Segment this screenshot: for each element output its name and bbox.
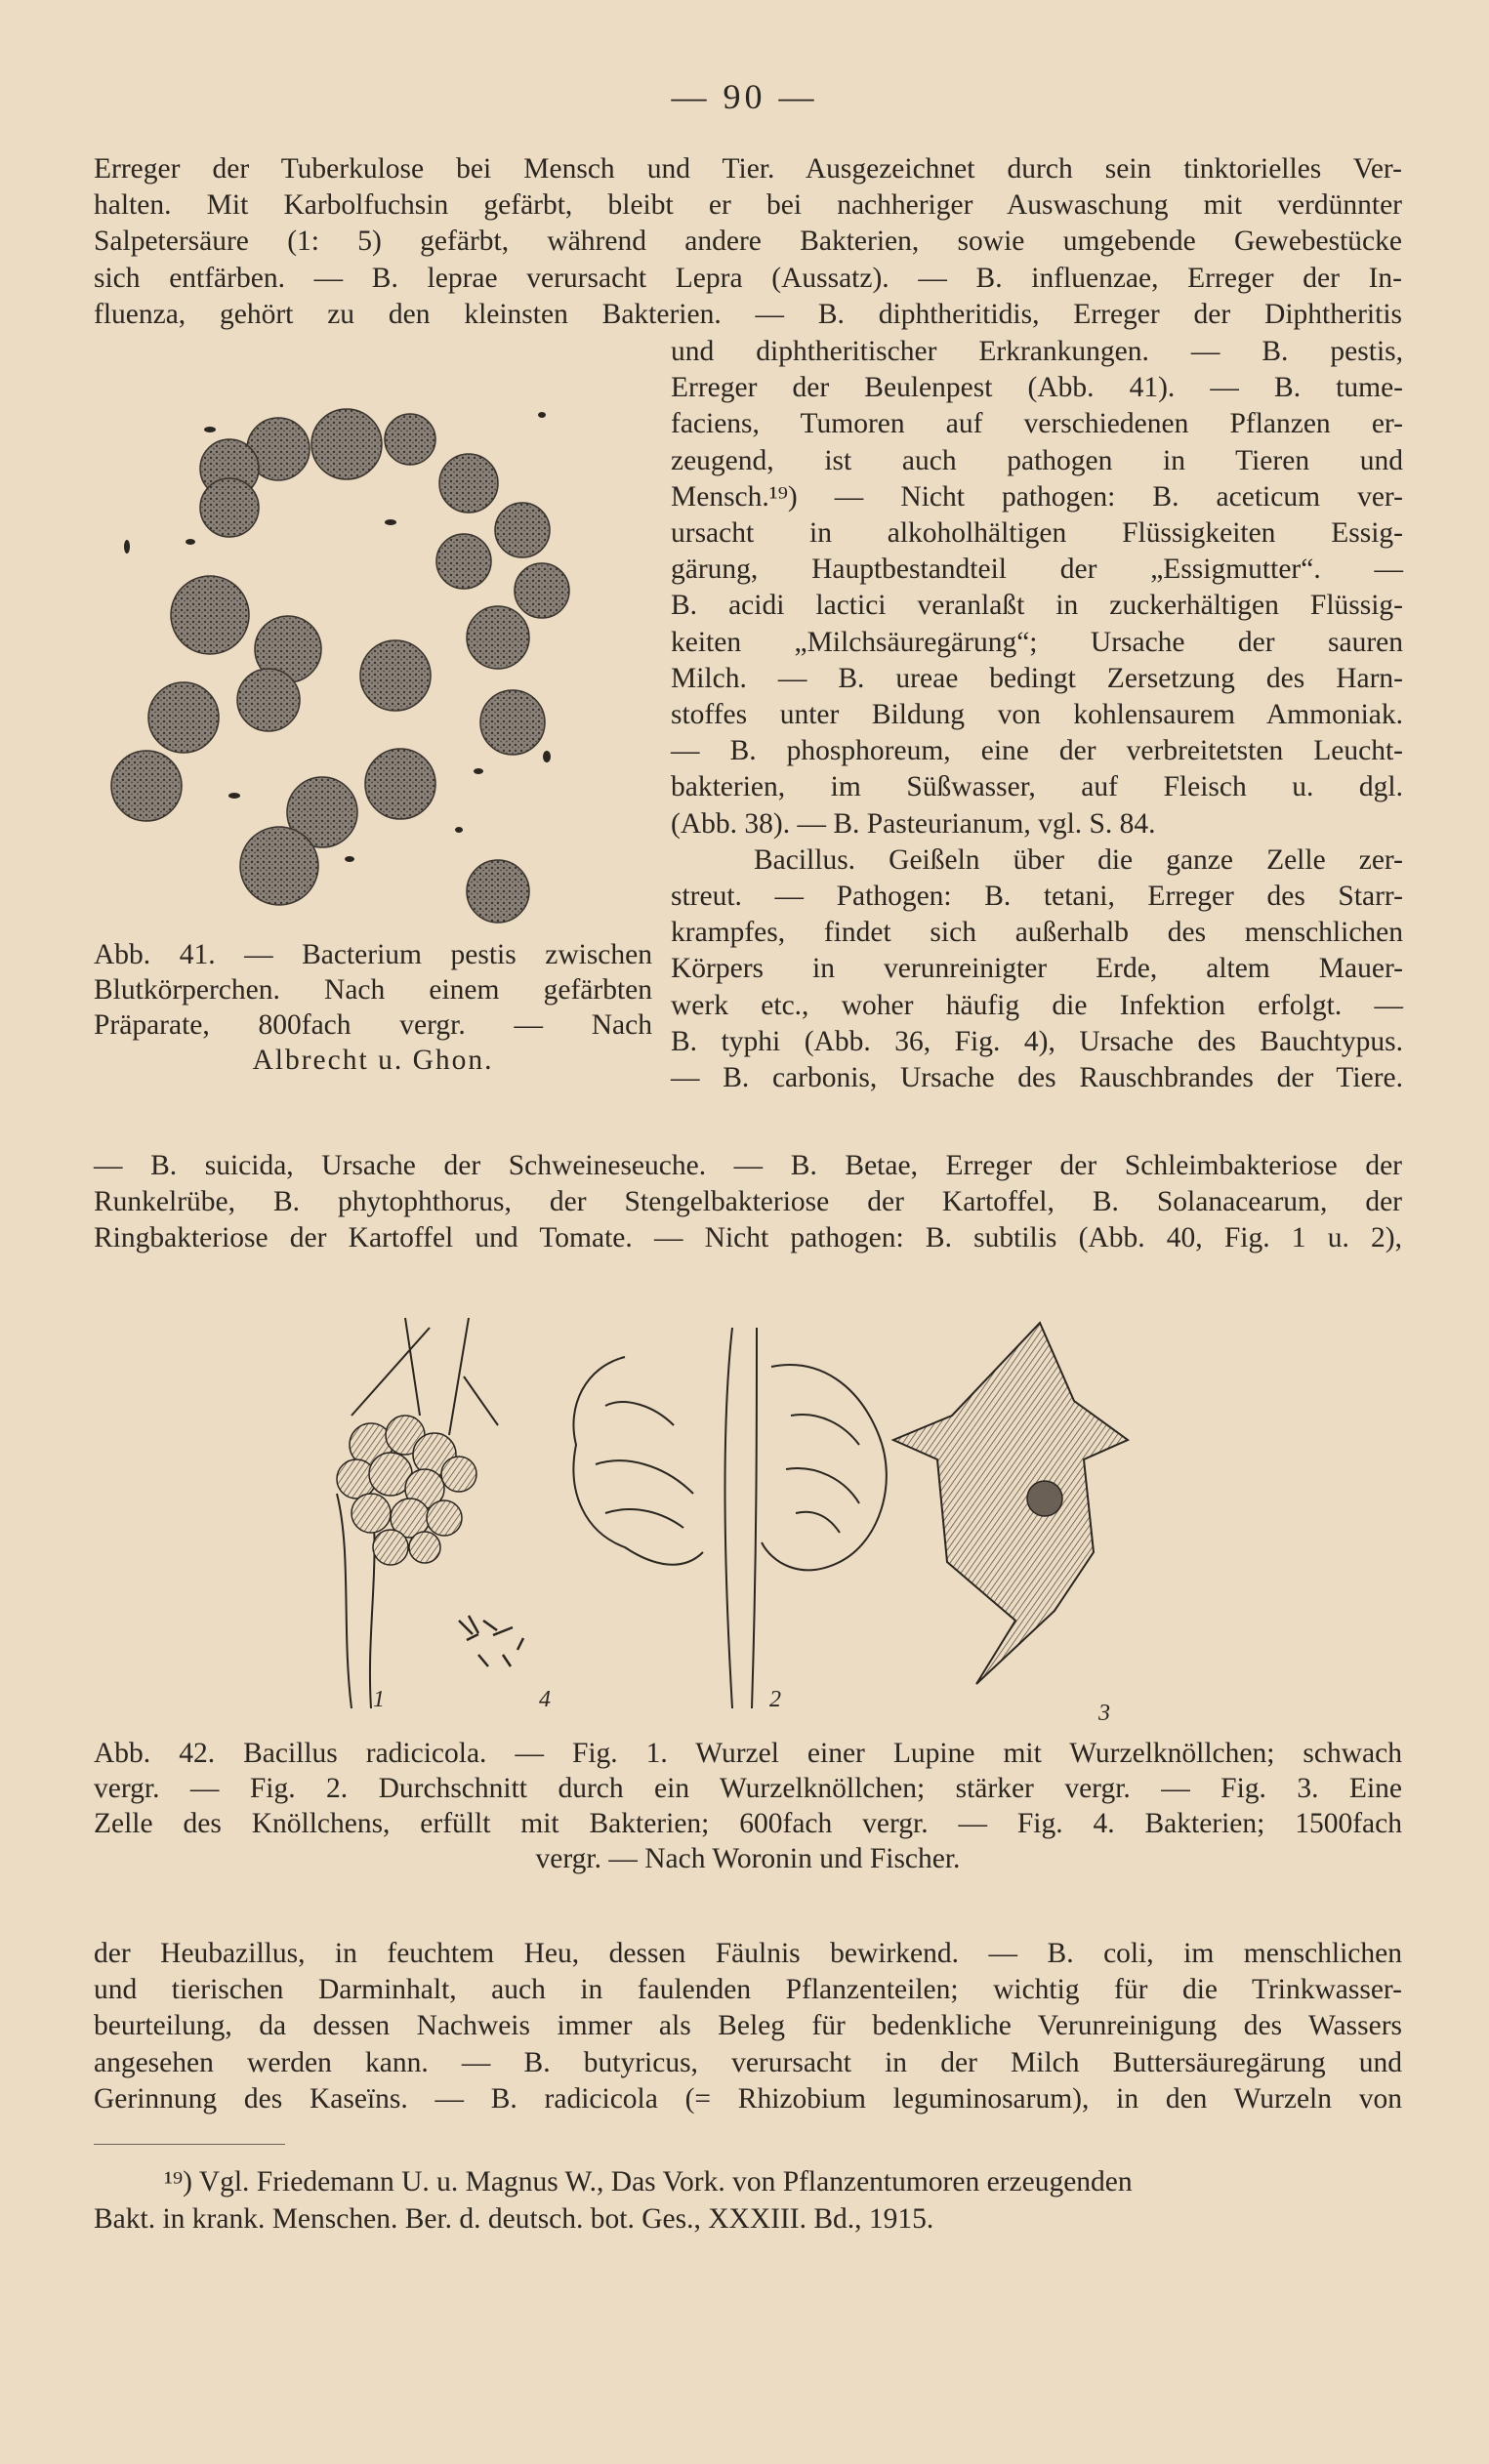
text-line: Mensch.¹⁹) — Nicht pathogen: B. aceticum ver- bbox=[671, 480, 1403, 513]
text-line: (Abb. 38). — B. Pasteurianum, vgl. S. 84. bbox=[671, 807, 1156, 840]
text-line: Körpers in verunreinigter Erde, altem Mauer- bbox=[671, 953, 1403, 985]
text-line: Ringbakteriose der Kartoffel und Tomate. — Nicht pathogen: B. subtilis (Abb. 40, Fig. 1 u. 2), bbox=[94, 1222, 1402, 1254]
footnote-divider bbox=[94, 2144, 285, 2145]
text-line: angesehen werden kann. — B. butyricus, verursacht in der Milch Buttersäuregärung und bbox=[94, 2046, 1402, 2078]
figure-42-label-3: 3 bbox=[1098, 1701, 1110, 1726]
footnote-line: ¹⁹) Vgl. Friedemann U. u. Magnus W., Das Vork. von Pflanzentumoren erzeugenden bbox=[164, 2166, 1133, 2197]
text-line: — B. carbonis, Ursache des Rauschbrandes der Tiere. bbox=[671, 1062, 1403, 1094]
text-line: sich entfärben. — B. leprae verursacht Lepra (Aussatz). — B. influenzae, Erreger der In- bbox=[94, 262, 1402, 294]
text-line: Bacillus. Geißeln über die ganze Zelle zer- bbox=[754, 843, 1403, 876]
text-block-right-column bbox=[671, 334, 1403, 1096]
text-line: halten. Mit Karbolfuchsin gefärbt, bleibt er bei nachheriger Auswaschung mit verdünnter bbox=[94, 189, 1402, 222]
text-line: Salpetersäure (1: 5) gefärbt, während andere Bakterien, sowie umgebende Gewebestücke bbox=[94, 226, 1402, 258]
text-block-middle bbox=[94, 1148, 1402, 1257]
text-line: beurteilung, da dessen Nachweis immer als Beleg für bedenkliche Verunreinigung des Wassers bbox=[94, 2010, 1402, 2042]
caption-line: Blutkörperchen. Nach einem gefärbten bbox=[94, 974, 652, 1006]
text-line: bakterien, im Süßwasser, auf Fleisch u. dgl. bbox=[671, 771, 1403, 803]
caption-line: Präparate, 800fach vergr. — Nach bbox=[94, 1009, 652, 1041]
caption-line: Zelle des Knöllchens, erfüllt mit Bakterien; 600fach vergr. — Fig. 4. Bakterien; 1500fach bbox=[94, 1808, 1402, 1839]
text-line: B. typhi (Abb. 36, Fig. 4), Ursache des Bauchtypus. bbox=[671, 1025, 1403, 1057]
text-line: stoffes unter Bildung von kohlensaurem Ammoniak. bbox=[671, 699, 1403, 731]
text-line: — B. phosphoreum, eine der verbreitetsten Leucht- bbox=[671, 735, 1403, 767]
text-line: Erreger der Tuberkulose bei Mensch und Tier. Ausgezeichnet durch sein tinktorielles Ver- bbox=[94, 153, 1402, 185]
caption-line: vergr. — Fig. 2. Durchschnitt durch ein Wurzelknöllchen; stärker vergr. — Fig. 3. Eine bbox=[94, 1773, 1402, 1804]
caption-line: Albrecht u. Ghon. bbox=[252, 1045, 494, 1076]
figure-42-label-4: 4 bbox=[539, 1687, 551, 1712]
text-line: werk etc., woher häufig die Infektion erfolgt. — bbox=[671, 989, 1403, 1021]
text-line: und tierischen Darminhalt, auch in faulenden Pflanzenteilen; wichtig für die Trinkwasser- bbox=[94, 1974, 1402, 2006]
caption-line: Abb. 41. — Bacterium pestis zwischen bbox=[94, 939, 652, 970]
caption-line: Abb. 42. Bacillus radicicola. — Fig. 1. Wurzel einer Lupine mit Wurzelknöllchen; schwach bbox=[94, 1738, 1402, 1769]
text-block-top bbox=[94, 151, 1402, 333]
footnote-line: Bakt. in krank. Menschen. Ber. d. deutsch. bot. Ges., XXXIII. Bd., 1915. bbox=[94, 2203, 934, 2235]
text-line: der Heubazillus, in feuchtem Heu, dessen Fäulnis bewirkend. — B. coli, im menschlichen bbox=[94, 1938, 1402, 1969]
text-line: B. acidi lactici veranlaßt in zuckerhältigen Flüssig- bbox=[671, 590, 1403, 622]
figure-42-illustration bbox=[312, 1298, 1191, 1728]
page-number: — 90 — bbox=[671, 77, 818, 116]
text-line: streut. — Pathogen: B. tetani, Erreger des Starr- bbox=[671, 881, 1403, 913]
figure-42-label-1: 1 bbox=[373, 1687, 385, 1712]
text-line: Milch. — B. ureae bedingt Zersetzung des Harn- bbox=[671, 662, 1403, 694]
text-line: — B. suicida, Ursache der Schweineseuche. — B. Betae, Erreger der Schleimbakteriose der bbox=[94, 1150, 1402, 1181]
caption-line: vergr. — Nach Woronin und Fischer. bbox=[535, 1843, 961, 1874]
text-line: und diphtheritischer Erkrankungen. — B. pestis, bbox=[671, 336, 1403, 367]
text-line: gärung, Hauptbestandteil der „Essigmutter“. — bbox=[671, 554, 1403, 586]
figure-42-label-2: 2 bbox=[769, 1687, 781, 1712]
figure-42-caption bbox=[94, 1736, 1402, 1876]
figure-41-caption bbox=[94, 937, 652, 1078]
text-line: Runkelrübe, B. phytophthorus, der Stengelbakteriose der Kartoffel, B. Solanacearum, der bbox=[94, 1186, 1402, 1218]
text-line: krampfes, findet sich außerhalb des menschlichen bbox=[671, 917, 1403, 949]
text-line: fluenza, gehört zu den kleinsten Bakterien. — B. diphtheritidis, Erreger der Diphtheritis bbox=[94, 298, 1402, 330]
text-line: ursacht in alkoholhältigen Flüssigkeiten Essig- bbox=[671, 517, 1403, 550]
text-block-bottom bbox=[94, 1936, 1402, 2117]
text-line: Gerinnung des Kaseïns. — B. radicicola (= Rhizobium leguminosarum), in den Wurzeln von bbox=[94, 2082, 1402, 2115]
footnote bbox=[94, 2163, 1402, 2238]
text-line: faciens, Tumoren auf verschiedenen Pflanzen er- bbox=[671, 408, 1403, 440]
text-line: zeugend, ist auch pathogen in Tieren und bbox=[671, 444, 1403, 476]
figure-41-illustration bbox=[98, 386, 605, 942]
text-line: keiten „Milchsäuregärung“; Ursache der sauren bbox=[671, 626, 1403, 658]
text-line: Erreger der Beulenpest (Abb. 41). — B. tume- bbox=[671, 372, 1403, 404]
